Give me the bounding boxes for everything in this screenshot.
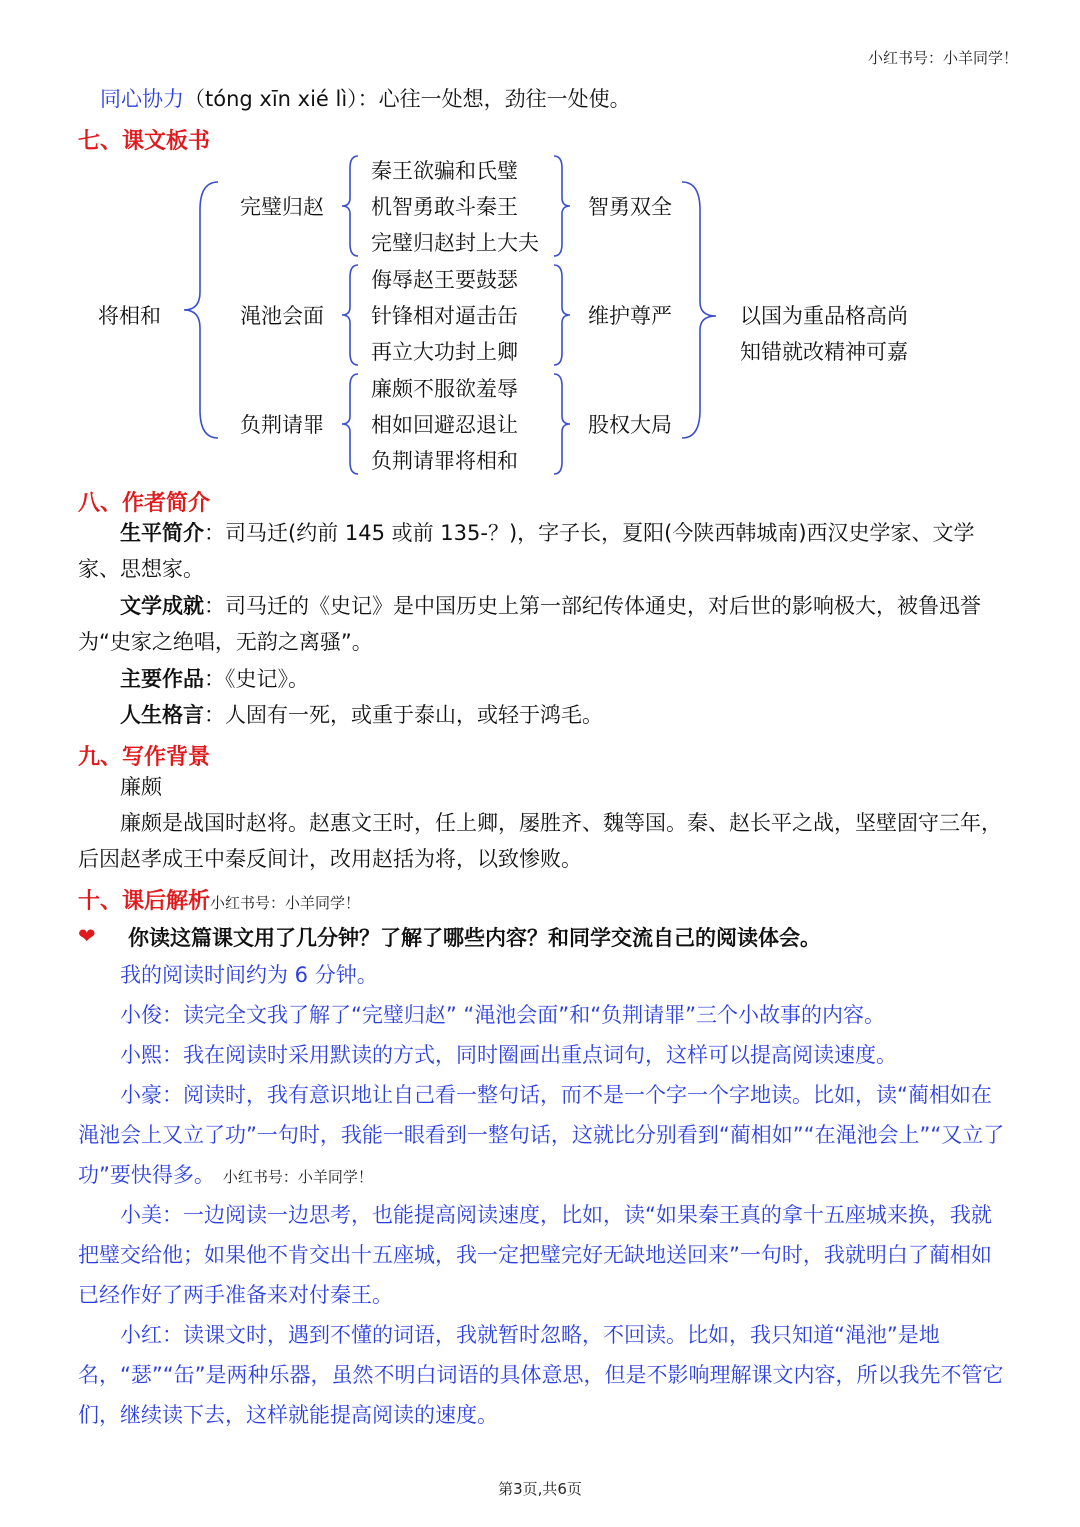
branch-brace-2: [338, 263, 360, 367]
diagram-root: 将相和: [98, 304, 161, 328]
quality-3: 股权大局: [588, 413, 672, 437]
section10-heading: 十、课后解析: [78, 889, 211, 914]
branch-title-3: 负荆请罪: [240, 413, 324, 437]
quality-2: 维护尊严: [588, 304, 672, 328]
conclusion-1: 以国为重品格高尚: [740, 304, 908, 328]
close-brace-2: [552, 263, 574, 367]
answer-6: 小红：读课文时，遇到不懂的词语，我就暂时忽略，不回读。比如，我只知道“渑池”是地名，“瑟”“缶”是两种乐器，虽然不明白词语的具体意思，但是不影响理解课文内容，所以我先不管它们，继续读下去，这样就能提高阅读的速度。: [78, 1323, 1004, 1427]
quality-1: 智勇双全: [588, 195, 672, 219]
answer-4-text: 小豪：阅读时，我有意识地让自己看一整句话，而不是一个字一个字地读。比如，读“蔺相如在渑池会上又立了功”一句时，我能一眼看到一整句话，这就比分别看到“蔺相如”“在渑池会上”“又立了功”要快得多。: [78, 1083, 1005, 1187]
event-2-1: 侮辱赵王要鼓瑟: [371, 268, 518, 292]
event-2-3: 再立大功封上卿: [371, 340, 518, 364]
section7-heading: 七、课文板书: [78, 129, 211, 154]
event-1-2: 机智勇敢斗秦王: [371, 195, 518, 219]
idiom-term: 同心协力: [100, 87, 184, 111]
idiom-line: [100, 89, 631, 110]
close-brace-3: [552, 372, 574, 476]
event-2-2: 针锋相对逼击缶: [371, 304, 518, 328]
answer-2: 小俊：读完全文我了解了“完璧归赵” “渑池会面”和“负荆请罪”三个小故事的内容。: [120, 1003, 885, 1027]
root-brace: [180, 180, 220, 440]
close-brace-1: [552, 154, 574, 258]
branch-brace-3: [338, 372, 360, 476]
question-text: 你读这篇课文用了几分钟？了解了哪些内容？和同学交流自己的阅读体会。: [128, 926, 821, 950]
motto-sep: ：: [204, 703, 225, 727]
motto-label: 人生格言: [120, 703, 204, 727]
event-3-1: 廉颇不服欲羞辱: [371, 377, 518, 401]
idiom-meaning: 心往一处想，劲往一处使。: [378, 87, 631, 111]
background-text: 廉颇是战国时赵将。赵惠文王时，任上卿，屡胜齐、魏等国。秦、赵长平之战，坚壁固守三年，后因赵孝成王中秦反间计，改用赵括为将，以致惨败。: [78, 811, 1002, 871]
event-3-3: 负荆请罪将相和: [371, 449, 518, 473]
event-3-2: 相如回避忍退让: [371, 413, 518, 437]
answer-1: 我的阅读时间约为 6 分钟。: [120, 963, 378, 987]
section9-heading: 九、写作背景: [78, 745, 211, 770]
answer-5: 小美：一边阅读一边思考，也能提高阅读速度，比如，读“如果秦王真的拿十五座城来换，我就把璧交给他；如果他不肯交出十五座城，我一定把璧完好无缺地送回来”一句时，我就明白了蔺相如已经作好了两手准备来对付秦王。: [78, 1203, 992, 1307]
bio-label: 生平简介: [120, 521, 204, 545]
motto-paragraph: [78, 697, 1008, 733]
section10-heading-line: [78, 884, 360, 915]
answer-3: 小熙：我在阅读时采用默读的方式，同时圈画出重点词句，这样可以提高阅读速度。: [120, 1043, 897, 1067]
bio-text: 司马迁(约前 145 或前 135-？)，字子长，夏阳(今陕西韩城南)西汉史学家、文学家、思想家。: [78, 521, 975, 581]
bio-paragraph: [78, 515, 1008, 587]
motto-text: 人固有一死，或重于泰山，或轻于鸿毛。: [225, 703, 603, 727]
achievement-paragraph: [78, 588, 1008, 660]
branch-brace-1: [338, 154, 360, 258]
page-number: 第3页,共6页: [498, 1480, 582, 1498]
background-name: 廉颇: [120, 775, 162, 799]
section10-watermark: 小红书号：小羊同学！: [210, 894, 361, 912]
idiom-pinyin: （tóng xīn xié lì）：: [184, 87, 379, 111]
header-watermark: 小红书号：小羊同学！: [867, 49, 1018, 67]
answer-4: [78, 1075, 1008, 1197]
event-1-1: 秦王欲骗和氏璧: [371, 159, 518, 183]
conclusion-brace: [680, 180, 720, 440]
works-paragraph: [78, 661, 1008, 697]
conclusion-2: 知错就改精神可嘉: [740, 340, 908, 364]
works-label: 主要作品: [120, 667, 204, 691]
achievement-text: 司马迁的《史记》是中国历史上第一部纪传体通史，对后世的影响极大，被鲁迅誉为“史家之绝唱，无韵之离骚”。: [78, 594, 981, 654]
branch-title-2: 渑池会面: [240, 304, 324, 328]
section8-heading: 八、作者简介: [78, 491, 211, 516]
works-sep: ：: [204, 667, 225, 691]
achievement-label: 文学成就: [120, 594, 204, 618]
bio-sep: ：: [204, 521, 225, 545]
event-1-3: 完璧归赵封上大夫: [371, 231, 539, 255]
branch-title-1: 完璧归赵: [240, 195, 324, 219]
achievement-sep: ：: [204, 594, 225, 618]
answer-watermark: 小红书号：小羊同学！: [222, 1168, 373, 1186]
heart-icon: ❤: [78, 924, 96, 948]
works-text: 《史记》。: [225, 667, 309, 691]
